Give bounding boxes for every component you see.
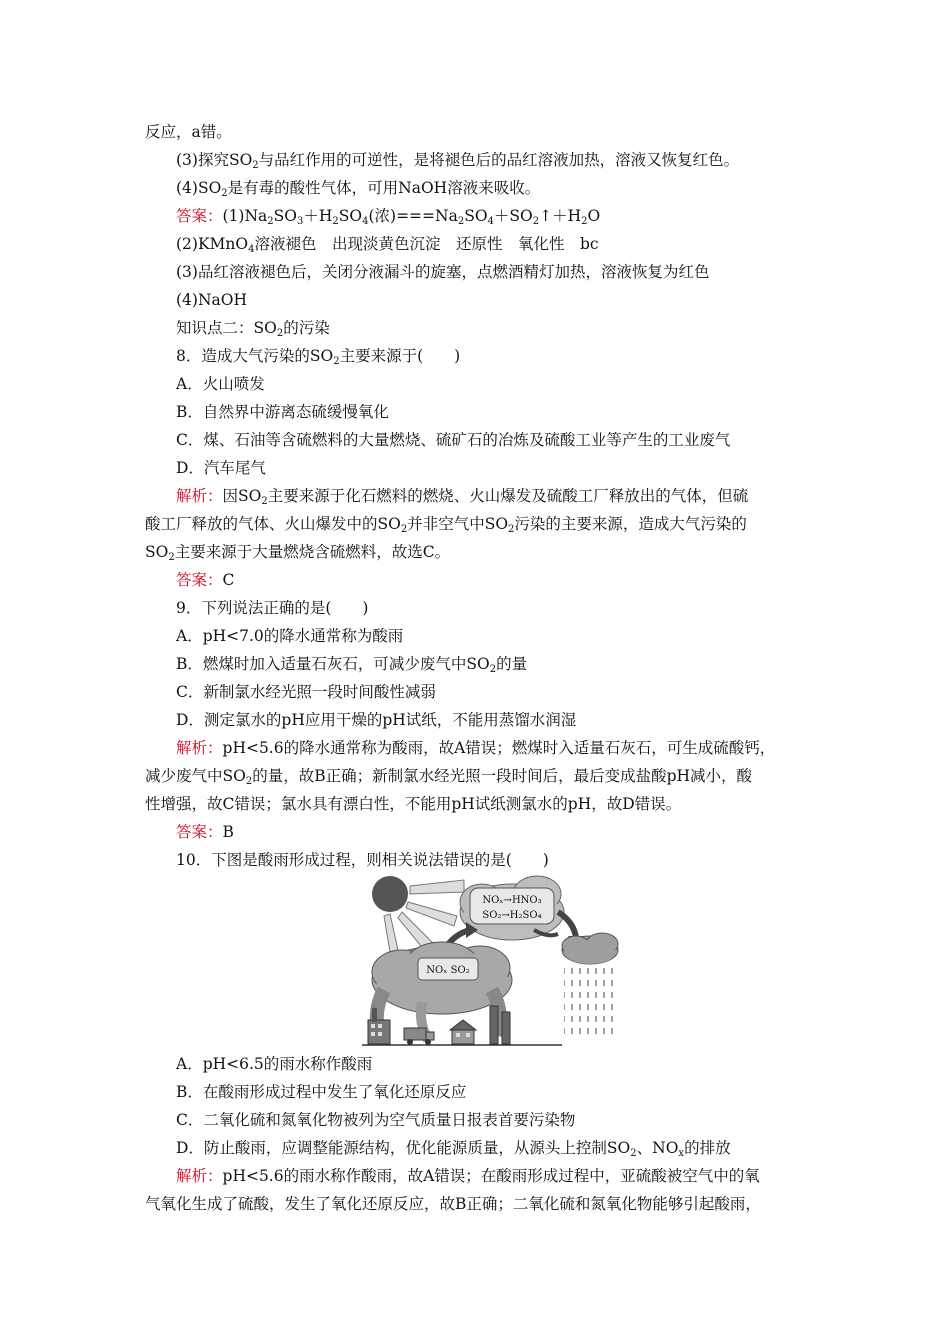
acid-rain-diagram [362, 872, 622, 1048]
truck-icon [404, 1028, 434, 1045]
analysis-line: 解析：因$SO_2$主要来源于化石燃料的燃烧、火山爆发及硫酸工厂释放出的气体，但硫 [176, 487, 749, 507]
option-b: B．自然界中游离态硫缓慢氧化 [176, 403, 389, 421]
chimney-icon [502, 1012, 510, 1044]
analysis-line: 性增强，故C错误；氯水具有漂白性，不能用pH试纸测氯水的pH，故D错误。 [145, 795, 682, 813]
house-icon [450, 1020, 476, 1044]
question-8: 8．造成大气污染的$SO_2$主要来源于( ) [176, 347, 461, 367]
analysis-label: 解析： [176, 1167, 223, 1185]
option-c: C．二氧化硫和氮氧化物被列为空气质量日报表首要污染物 [176, 1111, 576, 1129]
answer-line: 答案：C [176, 571, 235, 589]
option-a: A．火山喷发 [176, 375, 265, 393]
analysis-label: 解析： [176, 739, 223, 757]
option-a: A．pH<6.5的雨水称作酸雨 [176, 1055, 373, 1073]
option-c: C．煤、石油等含硫燃料的大量燃烧、硫矿石的冶炼及硫酸工业等产生的工业废气 [176, 431, 731, 449]
option-d: D．测定氯水的pH应用干燥的pH试纸，不能用蒸馏水润湿 [176, 711, 577, 729]
sun-ray [384, 914, 398, 952]
analysis-line: 气氧化生成了硫酸，发生了氧化还原反应，故B正确；二氧化硫和氮氧化物能够引起酸雨， [145, 1195, 761, 1213]
analysis-line: 解析：pH<5.6的降水通常称为酸雨，故A错误；燃煤时入适量石灰石，可生成硫酸钙， [176, 739, 776, 757]
chimney-icon [490, 1006, 498, 1044]
analysis-line: $SO_2$主要来源于大量燃烧含硫燃料，故选C。 [145, 543, 451, 563]
upper-cloud-line1: NOₓ→HNO₃ [482, 895, 542, 906]
option-d: D．汽车尾气 [176, 459, 266, 477]
analysis-line: 减少废气中$SO_2$的量，故B正确；新制氯水经光照一段时间后，最后变成盐酸pH减小，酸 [145, 767, 753, 787]
rain-cloud [562, 933, 618, 964]
text-line: (3)探究$SO_2$与品红作用的可逆性，是将褪色后的品红溶液加热，溶液又恢复红色。 [176, 151, 740, 171]
sun-ray [406, 902, 457, 926]
answer-label: 答案： [176, 571, 223, 589]
question-10: 10．下图是酸雨形成过程，则相关说法错误的是( ) [176, 851, 549, 869]
option-c: C．新制氯水经光照一段时间酸性减弱 [176, 683, 436, 701]
option-b: B．燃煤时加入适量石灰石，可减少废气中$SO_2$的量 [176, 655, 528, 675]
text-line: (3)品红溶液褪色后，关闭分液漏斗的旋塞，点燃酒精灯加热，溶液恢复为红色 [176, 263, 710, 281]
analysis-line: 酸工厂释放的气体、火山爆发中的$SO_2$并非空气中$SO_2$污染的主要来源，造成大气污染的 [145, 515, 747, 535]
text-line: $(4)SO_2$是有毒的酸性气体，可用NaOH溶液来吸收。 [176, 179, 541, 199]
lower-cloud-text: NOₓ SO₂ [426, 965, 470, 976]
rain-drops [564, 964, 618, 1040]
text-line: (4)NaOH [176, 291, 247, 309]
answer-line: 答案：B [176, 823, 234, 841]
answer-label: 答案： [176, 207, 223, 225]
answer-line: 答案：$(1)Na_2SO_3+H_2SO_4$(浓)$===Na_2SO_4+SO_2↑+H_2O$ [176, 207, 601, 227]
option-b: B．在酸雨形成过程中发生了氧化还原反应 [176, 1083, 467, 1101]
sun-ray [410, 880, 464, 894]
analysis-line: 解析：pH<5.6的雨水称作酸雨，故A错误；在酸雨形成过程中，亚硫酸被空气中的氧 [176, 1167, 760, 1185]
section-heading: 知识点二：$SO_2$的污染 [176, 319, 330, 339]
sun-icon [372, 876, 408, 912]
question-9: 9．下列说法正确的是( ) [176, 599, 369, 617]
upper-cloud-line2: SO₂→H₂SO₄ [482, 910, 542, 921]
text-line: (2)KMnO$_4$溶液褪色 出现淡黄色沉淀 还原性 氧化性 bc [176, 235, 599, 255]
answer-label: 答案： [176, 823, 223, 841]
analysis-label: 解析： [176, 487, 223, 505]
option-a: A．pH<7.0的降水通常称为酸雨 [176, 627, 404, 645]
text-line: 反应，a错。 [145, 123, 232, 141]
arrow-icon [558, 912, 576, 938]
option-d: D．防止酸雨，应调整能源结构，优化能源质量，从源头上控制$SO_2$、$NO_x$的排放 [176, 1139, 731, 1159]
